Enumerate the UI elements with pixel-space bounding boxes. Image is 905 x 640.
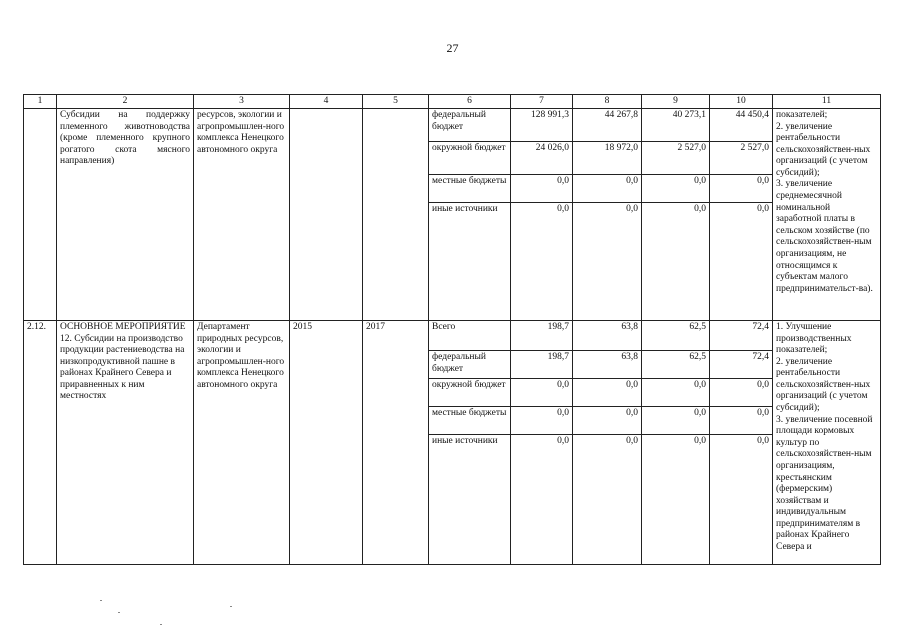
value-col9: 62,5 xyxy=(642,321,710,351)
scan-speck xyxy=(230,606,232,607)
value-col7: 128 991,3 xyxy=(511,109,573,142)
activity-name-cell: ОСНОВНОЕ МЕРОПРИЯТИЕ 12. Субсидии на производство продукции растениеводства на низкопродуктивной пашне в районах Крайнего Севера и приравненных к ним местностях xyxy=(57,321,194,565)
value-col7: 198,7 xyxy=(511,321,573,351)
value-col10: 72,4 xyxy=(710,351,773,379)
column-header: 4 xyxy=(290,95,363,109)
source-label: окружной бюджет xyxy=(429,142,511,175)
value-col7: 24 026,0 xyxy=(511,142,573,175)
column-header: 2 xyxy=(57,95,194,109)
value-col8: 0,0 xyxy=(573,175,642,203)
value-col10: 0,0 xyxy=(710,175,773,203)
value-col10: 44 450,4 xyxy=(710,109,773,142)
column-header: 7 xyxy=(511,95,573,109)
indicators-text: показателей; 2. увеличение рентабельности сельскохозяйствен-ных организаций (с учетом субсидий); 3. увеличение среднемесячной номинальной заработной платы в сельском хозяйстве (по сельскохозяйствен-ным организациям, не относящимся к субъектам малого предпринимательст-ва). xyxy=(776,110,873,294)
column-header: 6 xyxy=(429,95,511,109)
value-col10: 2 527,0 xyxy=(710,142,773,175)
column-header: 1 xyxy=(24,95,57,109)
end-year-cell: 2017 xyxy=(363,321,429,565)
indicators-cell xyxy=(773,321,881,565)
column-header: 10 xyxy=(710,95,773,109)
value-col8: 63,8 xyxy=(573,351,642,379)
value-col8: 0,0 xyxy=(573,407,642,435)
start-year-cell: 2015 xyxy=(290,321,363,565)
value-col10: 0,0 xyxy=(710,407,773,435)
scan-speck xyxy=(118,612,120,613)
column-header: 5 xyxy=(363,95,429,109)
source-label: федеральный бюджет xyxy=(429,351,511,379)
scan-speck xyxy=(100,600,102,601)
value-col7: 0,0 xyxy=(511,407,573,435)
column-header: 9 xyxy=(642,95,710,109)
value-col10: 0,0 xyxy=(710,435,773,565)
source-label: Всего xyxy=(429,321,511,351)
source-label: местные бюджеты xyxy=(429,175,511,203)
value-col9: 62,5 xyxy=(642,351,710,379)
source-label: местные бюджеты xyxy=(429,407,511,435)
indicators-cell xyxy=(773,109,881,321)
column-header: 8 xyxy=(573,95,642,109)
value-col7: 198,7 xyxy=(511,351,573,379)
program-table xyxy=(23,94,881,565)
value-col8: 0,0 xyxy=(573,379,642,407)
value-col8: 63,8 xyxy=(573,321,642,351)
value-col9: 0,0 xyxy=(642,379,710,407)
value-col7: 0,0 xyxy=(511,435,573,565)
table-row xyxy=(24,109,881,142)
value-col10: 0,0 xyxy=(710,379,773,407)
value-col9: 40 273,1 xyxy=(642,109,710,142)
value-col8: 44 267,8 xyxy=(573,109,642,142)
table-row xyxy=(24,321,881,351)
value-col10: 0,0 xyxy=(710,203,773,321)
value-col9: 0,0 xyxy=(642,435,710,565)
value-col9: 0,0 xyxy=(642,175,710,203)
value-col9: 0,0 xyxy=(642,407,710,435)
end-year-cell xyxy=(363,109,429,321)
scan-speck xyxy=(160,624,162,625)
executor-cell: Департамент природных ресурсов, экологии и агропромышлен-ного комплекса Ненецкого автономного округа xyxy=(194,321,290,565)
executor-cell: ресурсов, экологии и агропромышлен-ного комплекса Ненецкого автономного округа xyxy=(194,109,290,321)
column-header: 3 xyxy=(194,95,290,109)
value-col9: 0,0 xyxy=(642,203,710,321)
value-col9: 2 527,0 xyxy=(642,142,710,175)
column-header: 11 xyxy=(773,95,881,109)
indicators-text: 1. Улучшение производственных показателей; 2. увеличение рентабельности сельскохозяйствен-ных организаций (с учетом субсидий); 3. увеличение посевной площади кормовых культур по сельскохозяйствен-ным организациям, крестьянским (фермерским) хозяйствам и индивидуальным предпринимателям в районах Крайнего Севера и xyxy=(776,322,873,552)
source-label: иные источники xyxy=(429,435,511,565)
source-label: федеральный бюджет xyxy=(429,109,511,142)
activity-name-cell: Субсидии на поддержку племенного животноводства (кроме племенного крупного рогатого скота мясного направления) xyxy=(57,109,194,321)
source-label: иные источники xyxy=(429,203,511,321)
value-col8: 18 972,0 xyxy=(573,142,642,175)
source-label: окружной бюджет xyxy=(429,379,511,407)
value-col8: 0,0 xyxy=(573,435,642,565)
start-year-cell xyxy=(290,109,363,321)
value-col10: 72,4 xyxy=(710,321,773,351)
code-cell xyxy=(24,109,57,321)
code-cell: 2.12. xyxy=(24,321,57,565)
value-col8: 0,0 xyxy=(573,203,642,321)
value-col7: 0,0 xyxy=(511,203,573,321)
column-number-row xyxy=(24,95,881,109)
page-number: 27 xyxy=(446,41,459,55)
value-col7: 0,0 xyxy=(511,175,573,203)
value-col7: 0,0 xyxy=(511,379,573,407)
